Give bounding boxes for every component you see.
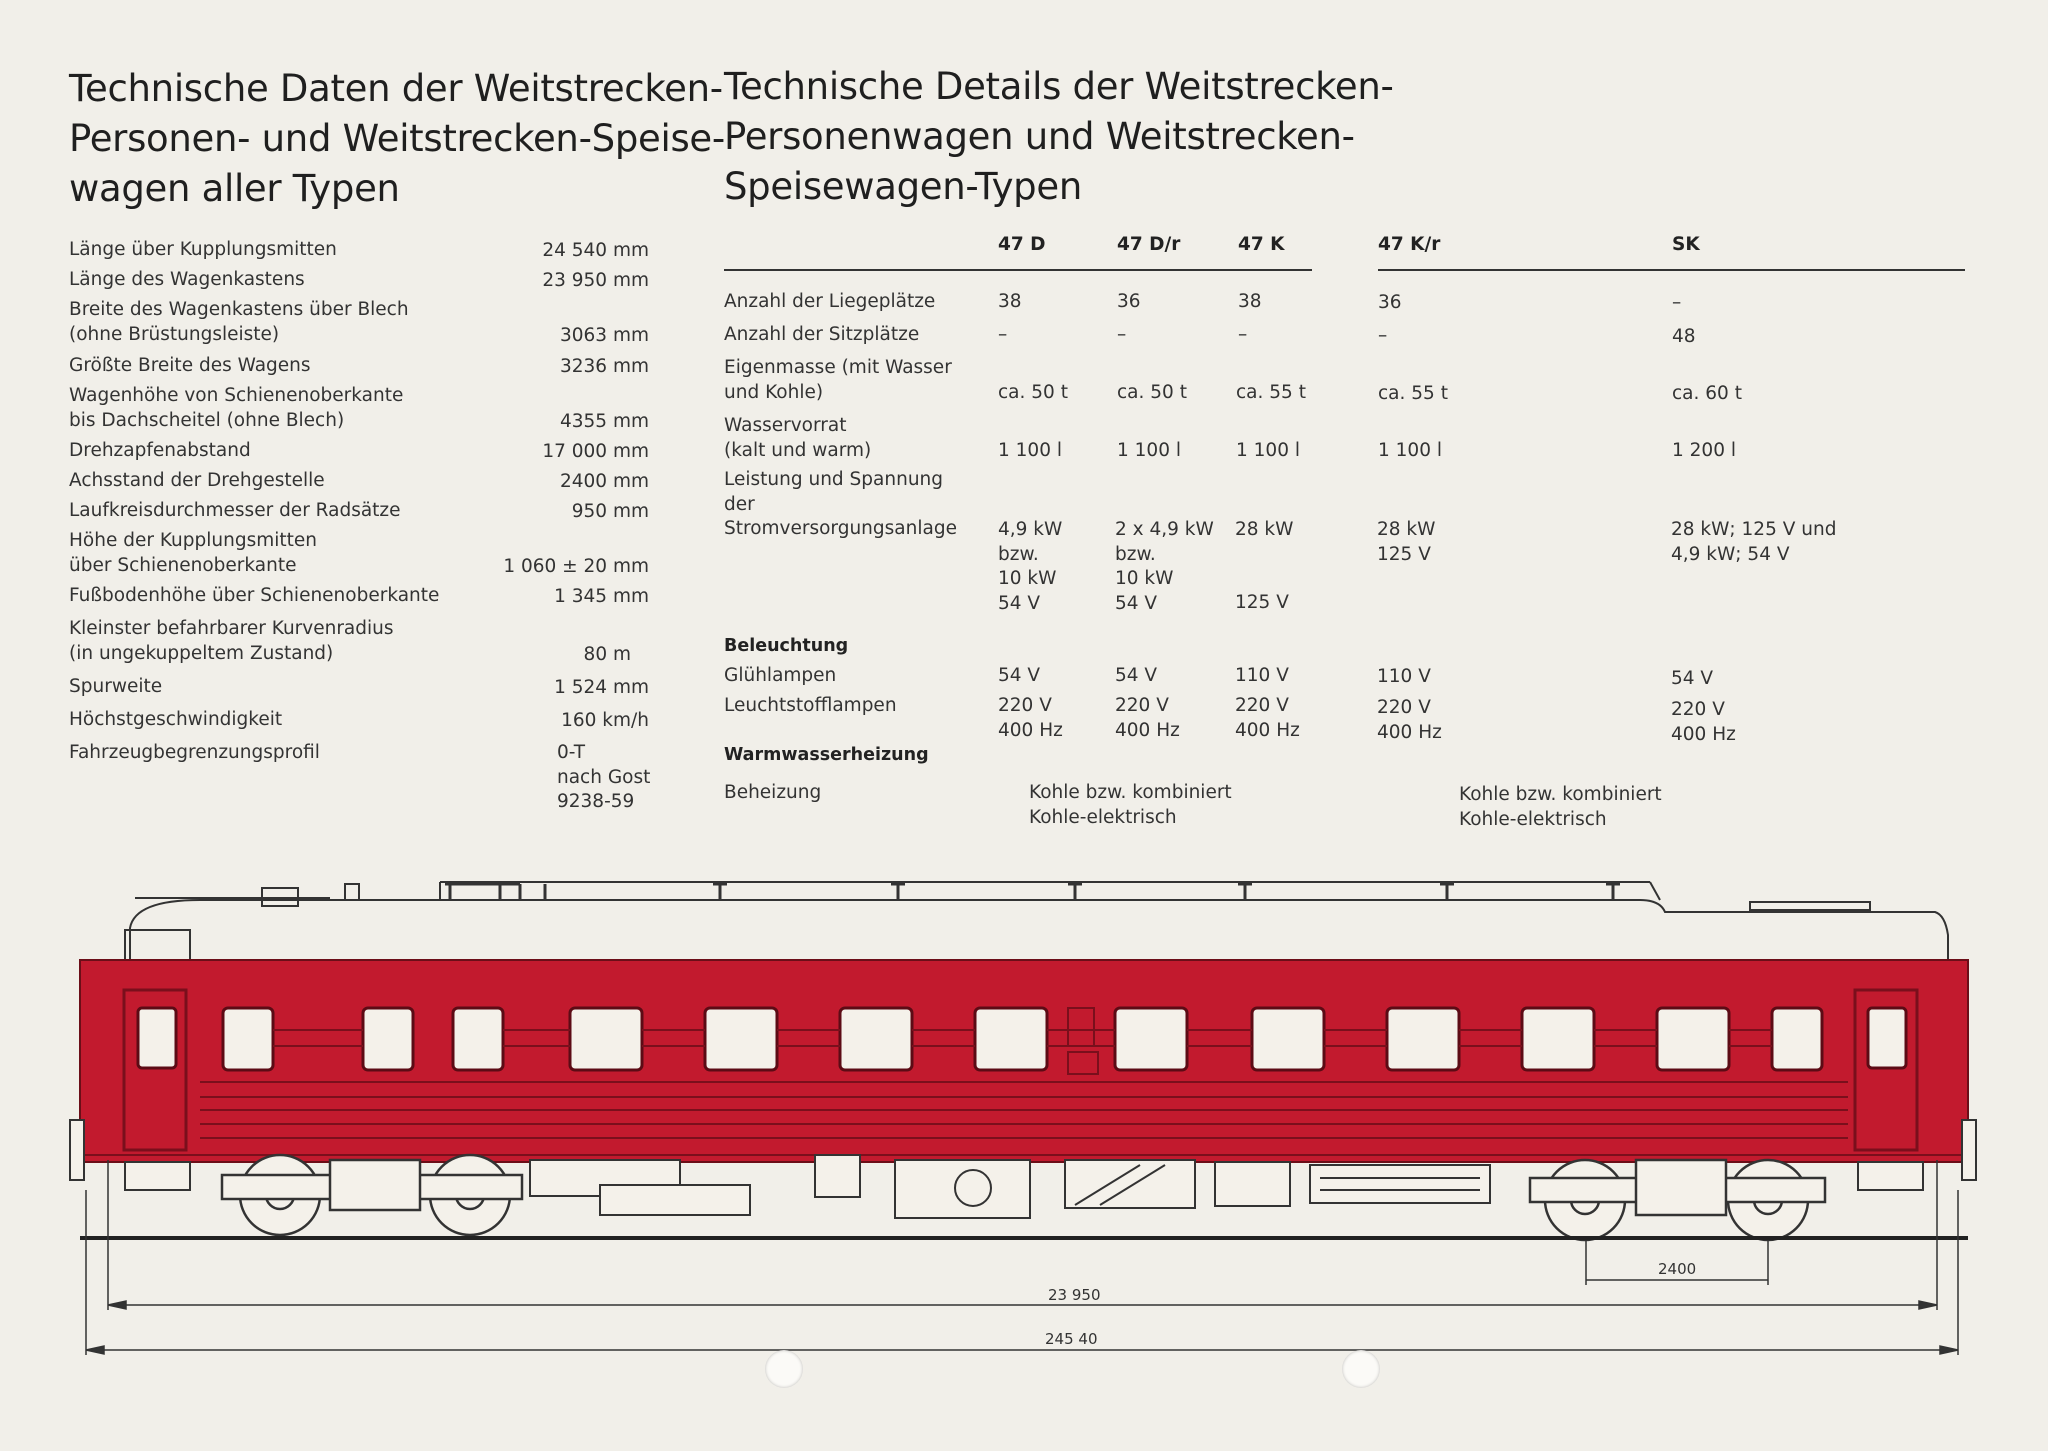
table-rule (724, 269, 1312, 271)
right-heading-line: Technische Details der Weitstrecken- (724, 65, 1394, 108)
spec-row (69, 439, 649, 464)
table-cell: 36 (1117, 291, 1141, 312)
column-header: 47 D/r (1117, 234, 1181, 255)
spec-label: Höchstgeschwindigkeit (69, 709, 283, 730)
spec-value: 1 524 mm (554, 676, 649, 698)
table-cell: 38 (1238, 291, 1262, 312)
left-heading-line: wagen aller Typen (69, 167, 400, 210)
column-header: SK (1672, 234, 1700, 255)
spec-label: Fußbodenhöhe über Schienenoberkante (69, 585, 440, 606)
row-label: Beheizung (724, 782, 822, 803)
table-cell: 1 100 l (1378, 440, 1442, 461)
spec-row (69, 675, 649, 700)
row-label: Anzahl der Liegeplätze (724, 291, 936, 312)
table-cell: 1 200 l (1672, 440, 1736, 461)
spec-label: Breite des Wagenkastens über Blech (ohne Brüstungsleiste) (69, 299, 409, 345)
dim-label-2400: 2400 (1658, 1260, 1697, 1278)
table-cell: 125 V (1235, 592, 1289, 613)
spec-value: 950 mm (571, 500, 649, 522)
table-cell: – (998, 324, 1008, 345)
table-cell: 28 kW (1235, 519, 1294, 540)
bogie-left (222, 1155, 522, 1235)
table-cell: – (1238, 324, 1248, 345)
table-cell: 4,9 kW bzw. 10 kW 54 V (998, 519, 1063, 614)
roof-vents (445, 884, 1620, 900)
table-cell: ca. 55 t (1236, 382, 1306, 403)
table-cell: 48 (1672, 326, 1696, 347)
table-cell: 54 V (998, 665, 1041, 686)
spec-value: 1 060 ± 20 mm (503, 555, 649, 577)
table-cell: – (1672, 292, 1682, 313)
table-cell: 220 V 400 Hz (1671, 699, 1736, 745)
spec-row (69, 469, 649, 494)
table-cell: 220 V 400 Hz (998, 695, 1063, 741)
spec-row (69, 499, 649, 524)
spec-row (69, 617, 649, 667)
table-cell: 220 V 400 Hz (1377, 697, 1442, 743)
spec-label: Größte Breite des Wagens (69, 355, 311, 376)
spec-row (69, 298, 649, 348)
spec-row (69, 708, 649, 733)
spec-label: Kleinster befahrbarer Kurvenradius (in ungekuppeltem Zustand) (69, 618, 394, 664)
section-head: Warmwasserheizung (724, 745, 929, 765)
spec-row (69, 384, 649, 434)
spec-label: Länge des Wagenkastens (69, 269, 305, 290)
table-cell: 110 V (1235, 665, 1289, 686)
row-label: Leuchtstofflampen (724, 695, 897, 716)
table-cell: 36 (1378, 292, 1402, 313)
spec-label: Wagenhöhe von Schienenoberkante bis Dachscheitel (ohne Blech) (69, 385, 404, 431)
spec-value: 80 m (583, 643, 631, 665)
right-heading-line: Personenwagen und Weitstrecken- (724, 115, 1355, 158)
spec-value: 17 000 mm (542, 440, 649, 462)
spec-value: 2400 mm (559, 470, 649, 492)
table-cell: Kohle bzw. kombiniert Kohle-elektrisch (1029, 782, 1232, 828)
table-cell: 54 V (1115, 665, 1158, 686)
punch-hole (1342, 1350, 1380, 1388)
spec-value: 3063 mm (559, 324, 649, 346)
spec-label: Spurweite (69, 676, 163, 697)
roof-outline (125, 882, 1948, 960)
spec-row (69, 354, 649, 379)
table-cell: 220 V 400 Hz (1115, 695, 1180, 741)
right-heading (724, 62, 1394, 212)
row-label: Wasservorrat (kalt und warm) (724, 415, 872, 461)
carriage-drawing (0, 860, 2048, 1360)
spec-value: 160 km/h (561, 709, 649, 731)
spec-value: 24 540 mm (542, 239, 649, 261)
table-cell: 2 x 4,9 kW bzw. 10 kW 54 V (1115, 519, 1214, 614)
table-cell: – (1117, 324, 1127, 345)
spec-value: 1 345 mm (554, 585, 649, 607)
left-heading-line: Personen- und Weitstrecken-Speise- (69, 117, 725, 160)
table-cell: ca. 50 t (1117, 382, 1187, 403)
spec-value: 4355 mm (559, 410, 649, 432)
spec-row (69, 529, 649, 579)
spec-label: Drehzapfenabstand (69, 440, 251, 461)
table-cell: – (1378, 325, 1388, 346)
column-header: 47 K/r (1378, 234, 1441, 255)
table-cell: 54 V (1671, 668, 1714, 689)
table-rule (1378, 269, 1965, 271)
dim-label-coupling-length: 245 40 (1045, 1330, 1098, 1348)
table-cell: ca. 55 t (1378, 383, 1448, 404)
spec-label: Höhe der Kupplungsmitten über Schienenoberkante (69, 530, 317, 576)
bogie-right (1530, 1160, 1825, 1240)
table-cell: 110 V (1377, 666, 1431, 687)
spec-label: Laufkreisdurchmesser der Radsätze (69, 500, 401, 521)
left-heading (69, 64, 725, 214)
spec-row (69, 238, 649, 263)
table-cell: 1 100 l (1236, 440, 1300, 461)
spec-row (69, 741, 649, 816)
spec-value: 3236 mm (559, 355, 649, 377)
spec-row (69, 268, 649, 293)
table-cell: 38 (998, 291, 1022, 312)
row-label: Anzahl der Sitzplätze (724, 324, 920, 345)
table-cell: 28 kW 125 V (1377, 519, 1436, 565)
section-head: Beleuchtung (724, 636, 849, 656)
spec-value: 23 950 mm (542, 269, 649, 291)
column-header: 47 K (1238, 234, 1285, 255)
table-cell: 220 V 400 Hz (1235, 695, 1300, 741)
punch-hole (765, 1350, 803, 1388)
table-cell: 1 100 l (1117, 440, 1181, 461)
dim-label-body-length: 23 950 (1048, 1286, 1101, 1304)
spec-label: Fahrzeugbegrenzungsprofil (69, 742, 320, 763)
spec-label: Länge über Kupplungsmitten (69, 239, 337, 260)
table-cell: ca. 60 t (1672, 383, 1742, 404)
table-cell: Kohle bzw. kombiniert Kohle-elektrisch (1459, 784, 1662, 830)
row-label: Eigenmasse (mit Wasser und Kohle) (724, 357, 952, 403)
right-heading-line: Speisewagen-Typen (724, 165, 1082, 208)
column-header: 47 D (998, 234, 1046, 255)
row-label: Glühlampen (724, 665, 837, 686)
table-cell: ca. 50 t (998, 382, 1068, 403)
spec-value: 0-T nach Gost 9238-59 (557, 742, 651, 812)
left-heading-line: Technische Daten der Weitstrecken- (69, 67, 723, 110)
table-cell: 1 100 l (998, 440, 1062, 461)
spec-label: Achsstand der Drehgestelle (69, 470, 325, 491)
row-label: Leistung und Spannung der Stromversorgungsanlage (724, 469, 957, 539)
spec-row (69, 584, 649, 609)
table-cell: 28 kW; 125 V und 4,9 kW; 54 V (1671, 519, 1837, 565)
